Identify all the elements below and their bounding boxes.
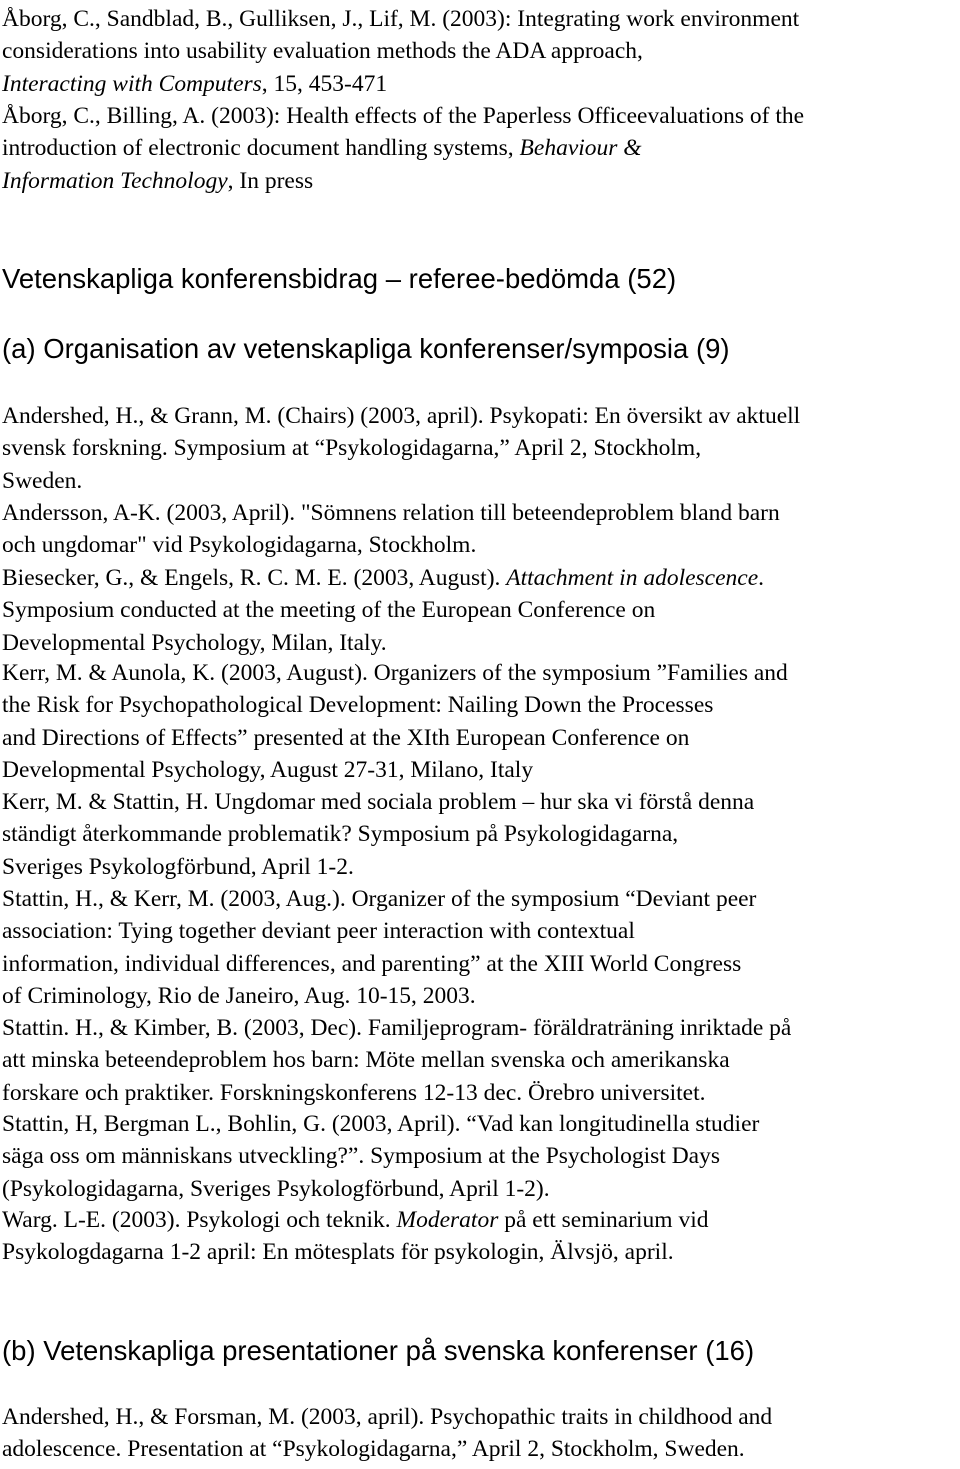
reference-entry <box>2 1204 960 1269</box>
reference-line: Sweden. <box>2 467 83 494</box>
reference-line: Symposium conducted at the meeting of the European Conference on <box>2 597 656 624</box>
subsection-a-title: (a) Organisation av vetenskapliga konferenser/symposia (9) <box>2 333 730 364</box>
role-label: Moderator <box>396 1207 499 1233</box>
reference-line: Warg. L-E. (2003). Psykologi och teknik. Moderator på ett seminarium vid <box>2 1207 709 1233</box>
reference-line: the Risk for Psychopathological Development: Nailing Down the Processes <box>2 692 714 719</box>
reference-line: svensk forskning. Symposium at “Psykologidagarna,” April 2, Stockholm, <box>2 435 702 462</box>
reference-entry <box>2 786 960 883</box>
subsection-b-title: (b) Vetenskapliga presentationer på svenska konferenser (16) <box>2 1335 755 1366</box>
reference-entry <box>2 400 960 497</box>
reference-line: Psykologdagarna 1-2 april: En mötesplats för psykologin, Älvsjö, april. <box>2 1239 674 1266</box>
journal-title: Behaviour & <box>519 135 642 162</box>
reference-line: Andersson, A-K. (2003, April). "Sömnens relation till beteendeproblem bland barn <box>2 500 780 526</box>
reference-line: Information Technology, In press <box>2 167 314 194</box>
reference-line: Developmental Psychology, August 27-31, Milano, Italy <box>2 757 534 784</box>
reference-line: (Psykologidagarna, Sveriges Psykologförbund, April 1-2). <box>2 1175 550 1202</box>
reference-line: Stattin, H., & Kerr, M. (2003, Aug.). Organizer of the symposium “Deviant peer <box>2 886 757 912</box>
reference-entry <box>2 1401 960 1466</box>
reference-entry <box>2 3 960 100</box>
reference-entry <box>2 1012 960 1109</box>
reference-line: Developmental Psychology, Milan, Italy. <box>2 629 387 656</box>
reference-line: Åborg, C., Billing, A. (2003): Health effects of the Paperless Officeevaluations of the <box>2 103 805 129</box>
reference-line: forskare och praktiker. Forskningskonferens 12-13 dec. Örebro universitet. <box>2 1079 706 1106</box>
reference-entry <box>2 497 960 562</box>
reference-line: of Criminology, Rio de Janeiro, Aug. 10-15, 2003. <box>2 983 476 1010</box>
reference-entry <box>2 1108 960 1205</box>
reference-line: Interacting with Computers, 15, 453-471 <box>2 70 388 97</box>
reference-line: association: Tying together deviant peer interaction with contextual <box>2 918 635 945</box>
reference-line: Stattin, H, Bergman L., Bohlin, G. (2003, April). “Vad kan longitudinella studier <box>2 1111 760 1137</box>
reference-line: Åborg, C., Sandblad, B., Gulliksen, J., Lif, M. (2003): Integrating work environment <box>2 6 800 32</box>
reference-line: Stattin. H., & Kimber, B. (2003, Dec). Familjeprogram- föräldraträning inriktade på <box>2 1015 792 1041</box>
reference-entry <box>2 562 960 659</box>
reference-line: säga oss om människans utveckling?”. Symposium at the Psychologist Days <box>2 1143 720 1170</box>
reference-line: Sveriges Psykologförbund, April 1-2. <box>2 853 354 880</box>
reference-line: considerations into usability evaluation methods the ADA approach, <box>2 38 643 65</box>
reference-line: Biesecker, G., & Engels, R. C. M. E. (2003, August). Attachment in adolescence. <box>2 565 765 591</box>
section-title: Vetenskapliga konferensbidrag – referee-bedömda (52) <box>2 263 677 294</box>
reference-line: Kerr, M. & Stattin, H. Ungdomar med sociala problem – hur ska vi förstå denna <box>2 789 755 815</box>
reference-line: adolescence. Presentation at “Psykologidagarna,” April 2, Stockholm, Sweden. <box>2 1436 745 1463</box>
reference-line: and Directions of Effects” presented at the XIth European Conference on <box>2 724 690 751</box>
reference-line: och ungdomar" vid Psykologidagarna, Stockholm. <box>2 532 477 559</box>
reference-line: Kerr, M. & Aunola, K. (2003, August). Organizers of the symposium ”Families and <box>2 660 788 686</box>
reference-entry <box>2 657 960 787</box>
reference-entry <box>2 883 960 1013</box>
reference-line: att minska beteendeproblem hos barn: Möte mellan svenska och amerikanska <box>2 1047 730 1074</box>
symposium-title: Attachment in adolescence <box>506 565 759 591</box>
reference-entry <box>2 100 960 197</box>
reference-line: ständigt återkommande problematik? Symposium på Psykologidagarna, <box>2 821 679 848</box>
reference-line: introduction of electronic document handling systems, Behaviour & <box>2 135 642 162</box>
reference-line: Andershed, H., & Forsman, M. (2003, april). Psychopathic traits in childhood and <box>2 1404 773 1430</box>
reference-line: Andershed, H., & Grann, M. (Chairs) (2003, april). Psykopati: En översikt av aktuell <box>2 403 801 429</box>
journal-title: Interacting with Computers <box>2 70 262 97</box>
journal-title: Information Technology <box>2 167 228 194</box>
reference-line: information, individual differences, and parenting” at the XIII World Congress <box>2 950 742 977</box>
